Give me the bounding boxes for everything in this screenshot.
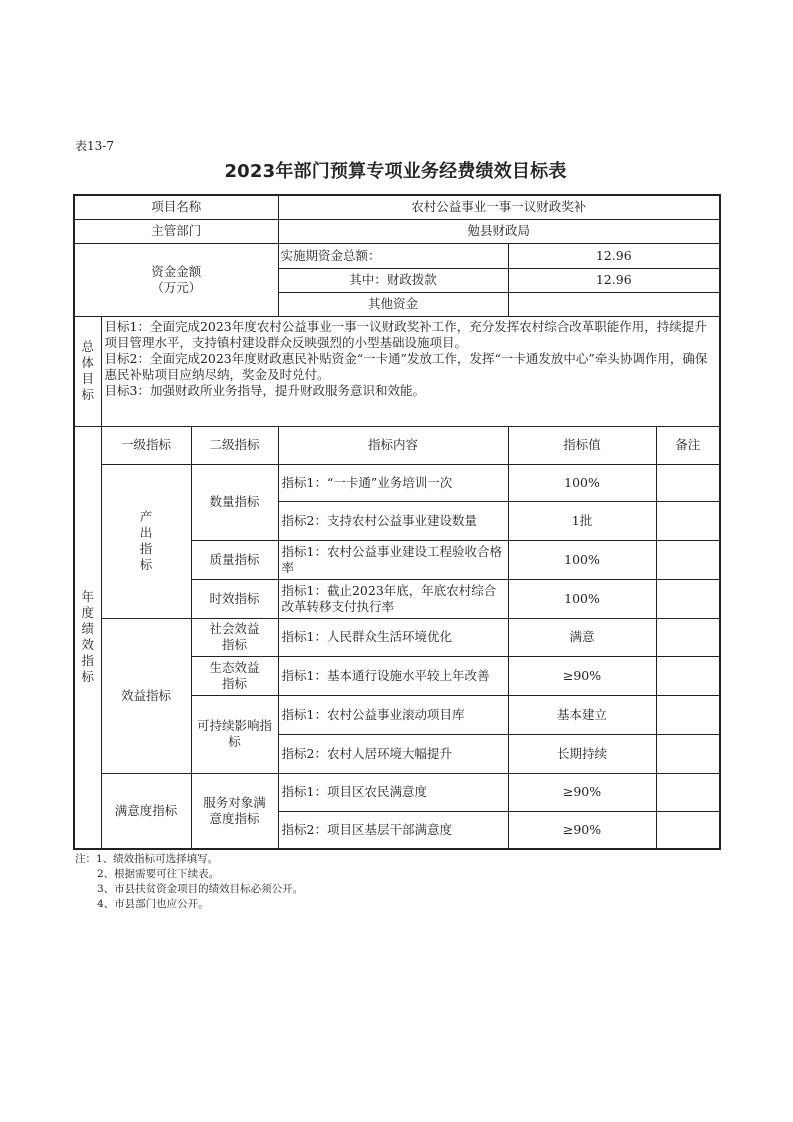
project-name-value: 农村公益事业一事一议财政奖补 — [278, 195, 720, 219]
indicator-content: 指标2：项目区基层干部满意度 — [278, 811, 508, 849]
indicator-content: 指标1：“一卡通”业务培训一次 — [278, 464, 508, 501]
funds-total-row — [74, 243, 720, 268]
indicator-value: 100% — [508, 579, 656, 618]
label-char: 绩 — [81, 621, 94, 637]
overall-goals-label — [74, 316, 101, 426]
indicator-value: ≥90% — [508, 656, 656, 695]
header-value: 指标值 — [508, 426, 656, 464]
table-row — [74, 618, 720, 656]
indicator-value: 1批 — [508, 501, 656, 540]
indicator-content: 指标1：基本通行设施水平较上年改善 — [278, 656, 508, 695]
project-name-row — [74, 195, 720, 219]
indicator-content: 指标2：农村人居环境大幅提升 — [278, 734, 508, 773]
funds-fiscal-label: 其中：财政拨款 — [278, 268, 508, 292]
indicator-remark — [656, 464, 720, 501]
label-char: 标 — [139, 557, 153, 572]
indicator-remark — [656, 579, 720, 618]
note-2: 2、根据需要可往下续表。 — [97, 868, 220, 880]
indicator-remark — [656, 773, 720, 811]
indicator-value: 长期持续 — [508, 734, 656, 773]
label-char: 指 — [81, 653, 94, 669]
indicator-content: 指标1：截止2023年底，年底农村综合改革转移支付执行率 — [278, 579, 508, 618]
note-3: 3、市县扶贫资金项目的绩效目标必须公开。 — [97, 883, 304, 895]
indicator-remark — [656, 501, 720, 540]
table-code: 表13-7 — [75, 139, 114, 153]
funds-label: 资金金额 — [151, 263, 202, 279]
timeliness-indicator-label: 时效指标 — [191, 579, 278, 618]
table-row — [74, 464, 720, 501]
label-char: 指 — [139, 541, 153, 556]
funds-total-value: 12.96 — [508, 243, 720, 268]
label-char: 度 — [81, 605, 94, 621]
indicator-content: 指标2：支持农村公益事业建设数量 — [278, 501, 508, 540]
header-content: 指标内容 — [278, 426, 508, 464]
indicator-value: 基本建立 — [508, 695, 656, 734]
indicator-value: 100% — [508, 540, 656, 579]
indicator-content: 指标1：农村公益事业建设工程验收合格率 — [278, 540, 508, 579]
overall-goals-row — [74, 316, 720, 426]
table-row — [74, 773, 720, 811]
output-indicator-label — [101, 464, 191, 618]
header-level2: 二级指标 — [191, 426, 278, 464]
funds-label-cell — [74, 243, 278, 316]
project-name-label: 项目名称 — [74, 195, 278, 219]
indicators-header-row — [74, 426, 720, 464]
department-row — [74, 219, 720, 243]
goal-1: 目标1：全面完成2023年度农村公益事业一事一议财政奖补工作，充分发挥农村综合改革职能作用，持续提升项目管理水平，支持镇村建设群众反映强烈的小型基础设施项目。 — [104, 318, 707, 350]
department-label: 主管部门 — [74, 219, 278, 243]
indicator-remark — [656, 734, 720, 773]
indicator-remark — [656, 656, 720, 695]
indicator-content: 指标1：农村公益事业滚动项目库 — [278, 695, 508, 734]
goal-3: 目标3：加强财政所业务指导，提升财政服务意识和效能。 — [104, 382, 425, 398]
indicator-content: 指标1：项目区农民满意度 — [278, 773, 508, 811]
funds-fiscal-value: 12.96 — [508, 268, 720, 292]
indicator-remark — [656, 540, 720, 579]
indicator-value: 100% — [508, 464, 656, 501]
indicator-remark — [656, 695, 720, 734]
label-char: 总 — [81, 339, 94, 354]
indicator-value: 满意 — [508, 618, 656, 656]
sustainability-label: 可持续影响指标 — [191, 695, 278, 773]
label-char: 标 — [81, 387, 94, 402]
goal-2: 目标2：全面完成2023年度财政惠民补贴资金“一卡通”发放工作，发挥“一卡通发放中心”牵头协调作用，确保惠民补贴项目应纳尽纳，奖金及时兑付。 — [104, 350, 708, 382]
label-char: 标 — [81, 669, 94, 685]
label-char: 体 — [81, 355, 94, 370]
satisfaction-indicator-label: 满意度指标 — [101, 773, 191, 849]
note-4: 4、市县部门也应公开。 — [97, 898, 209, 910]
indicator-content: 指标1：人民群众生活环境优化 — [278, 618, 508, 656]
indicator-remark — [656, 811, 720, 849]
funds-unit: （万元） — [151, 279, 202, 295]
social-benefit-label: 社会效益指标 — [191, 618, 278, 656]
quantity-indicator-label: 数量指标 — [191, 464, 278, 540]
label-char: 产 — [139, 509, 153, 524]
performance-goal-table — [73, 194, 721, 850]
indicator-value: ≥90% — [508, 773, 656, 811]
label-char: 效 — [81, 637, 94, 653]
label-char: 年 — [81, 589, 94, 605]
department-value: 勉县财政局 — [278, 219, 720, 243]
label-char: 出 — [139, 525, 153, 540]
funds-other-value — [508, 292, 720, 316]
ecological-benefit-label: 生态效益指标 — [191, 656, 278, 695]
header-remark: 备注 — [656, 426, 720, 464]
service-satisfaction-label: 服务对象满意度指标 — [191, 773, 278, 849]
indicator-value: ≥90% — [508, 811, 656, 849]
funds-total-label: 实施期资金总额： — [278, 243, 508, 268]
quality-indicator-label: 质量指标 — [191, 540, 278, 579]
label-char: 目 — [81, 371, 94, 386]
note-1: 注：1、绩效指标可选择填写。 — [75, 853, 219, 865]
page-title: 2023年部门预算专项业务经费绩效目标表 — [224, 161, 567, 182]
benefit-indicator-label: 效益指标 — [101, 618, 191, 773]
funds-other-label: 其他资金 — [278, 292, 508, 316]
notes — [75, 852, 303, 912]
annual-indicators-label — [74, 426, 101, 849]
overall-goals-text — [101, 316, 720, 426]
header-level1: 一级指标 — [101, 426, 191, 464]
indicator-remark — [656, 618, 720, 656]
